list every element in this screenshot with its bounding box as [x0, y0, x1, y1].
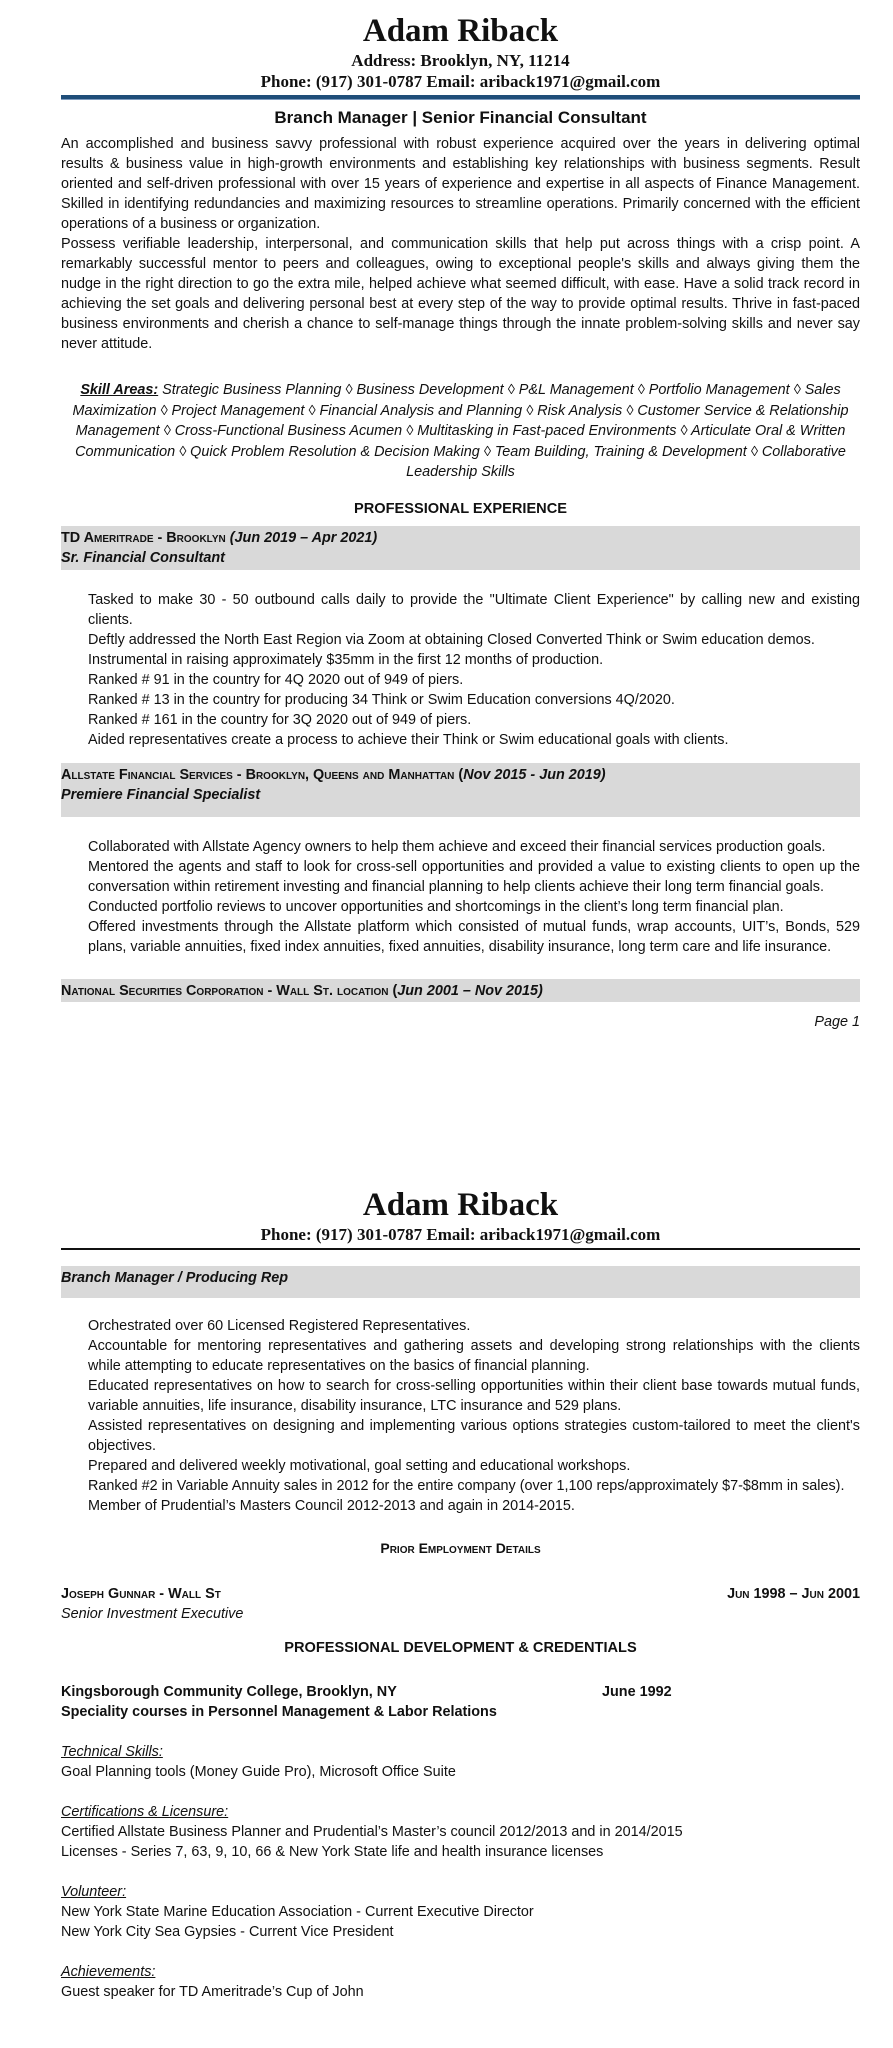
company-name: National Securities Corporation - Wall St. location [61, 982, 389, 999]
skill-areas [65, 380, 856, 483]
list-item: Collaborated with Allstate Agency owners to help them achieve and exceed their financial services production goals. [88, 838, 826, 855]
list-item: Member of Prudential’s Masters Council 2012-2013 and again in 2014-2015. [88, 1498, 575, 1514]
list-item: Orchestrated over 60 Licensed Registered Representatives. [88, 1318, 471, 1334]
job-header-national-securities [61, 979, 860, 1002]
list-item: Tasked to make 30 - 50 outbound calls daily to provide the "Ultimate Client Experience" by calling new and existing clients. [88, 591, 860, 628]
education-detail: Speciality courses in Personnel Management & Labor Relations [61, 1704, 497, 1720]
list-item: Mentored the agents and staff to look for cross-sell opportunities and provided a value to existing clients to open up the conversation within retirement investing and financial planning to help clients achieve their long term financial goals. [88, 858, 860, 895]
header-divider [61, 95, 860, 100]
job-dates: Jun 2001 – Nov 2015) [397, 982, 543, 999]
job-bullets-allstate [88, 837, 860, 957]
achievement-line: Guest speaker for TD Ameritrade’s Cup of John [61, 1984, 364, 2000]
technical-skills-line: Goal Planning tools (Money Guide Pro), Microsoft Office Suite [61, 1764, 456, 1780]
contact-info: Phone: (917) 301-0787 Email: ariback1971@gmail.com [260, 72, 661, 91]
certification-line: Certified Allstate Business Planner and Prudential’s Master’s council 2012/2013 and in 2014/2015 [61, 1824, 683, 1840]
job-title: Branch Manager / Producing Rep [61, 1270, 289, 1286]
job-title: Premiere Financial Specialist [61, 786, 261, 803]
list-item: Assisted representatives on designing and implementing various options strategies custom-tailored to meet the client's objectives. [88, 1418, 860, 1454]
company-name: Joseph Gunnar - Wall St [61, 1586, 221, 1602]
credentials-section-title: PROFESSIONAL DEVELOPMENT & CREDENTIALS [284, 1640, 637, 1656]
skill-areas-label: Skill Areas: [80, 382, 159, 398]
job-bullets-td-ameritrade [88, 590, 860, 750]
job-dates: Jun 1998 – Jun 2001 [727, 1586, 860, 1602]
list-item: Ranked #2 in Variable Annuity sales in 2012 for the entire company (over 1,100 reps/approximately $7-$8mm in sales). [88, 1478, 845, 1494]
candidate-name: Adam Riback [362, 1187, 559, 1223]
certification-line: Licenses - Series 7, 63, 9, 10, 66 & New York State life and health insurance licenses [61, 1844, 604, 1860]
achievements-label: Achievements: [61, 1964, 156, 1980]
resume-page-1 [61, 12, 860, 1030]
list-item: Offered investments through the Allstate platform which consisted of mutual funds, wrap accounts, UIT’s, Bonds, 529 plans, variable annuities, fixed index annuities, fixed annuities, disability insurance, long term care and life insurance. [88, 918, 860, 955]
list-item: Prepared and delivered weekly motivational, goal setting and educational workshops. [88, 1458, 631, 1474]
job-dates: Nov 2015 - Jun 2019) [463, 766, 606, 783]
job-title: Sr. Financial Consultant [61, 549, 225, 566]
list-item: Conducted portfolio reviews to uncover opportunities and shortcomings in the client’s long term financial plan. [88, 898, 784, 915]
job-bullets-branch-manager [88, 1316, 860, 1516]
technical-skills-label: Technical Skills: [61, 1744, 163, 1760]
company-name: TD Ameritrade - Brooklyn [61, 529, 226, 546]
list-item: Instrumental in raising approximately $35mm in the first 12 months of production. [88, 651, 604, 668]
volunteer-line: New York City Sea Gypsies - Current Vice President [61, 1924, 394, 1940]
job-title: Senior Investment Executive [61, 1606, 244, 1622]
list-item: Deftly addressed the North East Region via Zoom at obtaining Closed Converted Think or Swim education demos. [88, 631, 815, 648]
company-name: Allstate Financial Services - Brooklyn, Queens and Manhattan [61, 766, 455, 783]
prior-employment-title: Prior Employment Details [380, 1540, 541, 1556]
job-header-td-ameritrade [61, 526, 860, 570]
paren: ( [454, 766, 464, 783]
headline: Branch Manager | Senior Financial Consultant [274, 108, 647, 127]
paren: ( [388, 982, 398, 999]
experience-section-title: PROFESSIONAL EXPERIENCE [353, 500, 567, 517]
list-item: Ranked # 161 in the country for 3Q 2020 out of 949 of piers. [88, 711, 472, 728]
list-item: Accountable for mentoring representatives and gathering assets and developing strong relationships with the clients while attempting to educate representatives on the basics of financial planning. [88, 1338, 860, 1374]
job-dates: (Jun 2019 – Apr 2021) [229, 529, 378, 546]
school-name: Kingsborough Community College, Brooklyn, NY [61, 1684, 397, 1700]
job-header-allstate [61, 763, 860, 817]
skill-areas-list: Strategic Business Planning ◊ Business Development ◊ P&L Management ◊ Portfolio Management ◊ Sales Maximization ◊ Project Management ◊ Financial Analysis and Planning ◊ Risk Analysis ◊ Customer Service & Relationship Management ◊ Cross-Functional Business Acumen ◊ Multitasking in Fast-paced Environments ◊ Articulate Oral & Written Communication ◊ Quick Problem Resolution & Decision Making ◊ Team Building, Training & Development ◊ Collaborative Leadership Skills [72, 382, 849, 480]
address: Address: Brooklyn, NY, 11214 [351, 51, 570, 70]
candidate-name: Adam Riback [362, 13, 559, 49]
list-item: Aided representatives create a process to achieve their Think or Swim educational goals with clients. [88, 731, 729, 748]
page-number: Page 1 [814, 1013, 860, 1030]
prior-job-row [61, 1584, 860, 1604]
volunteer-label: Volunteer: [61, 1884, 127, 1900]
volunteer-line: New York State Marine Education Association - Current Executive Director [61, 1904, 534, 1920]
education-date: June 1992 [602, 1684, 672, 1700]
job-header-branch-manager [61, 1266, 860, 1298]
summary-paragraph-2: Possess verifiable leadership, interpersonal, and communication skills that help put across things with a crisp point. A remarkably successful mentor to peers and colleagues, owing to exceptional people's skills and always giving them the nudge in the right direction to go the extra mile, helped achieve what seemed difficult, with ease. Have a solid track record in achieving the set goals and delivering personal best at every step of the way to provide optimal results. Thrive in fast-paced business environments and cherish a chance to self-manage things through the innate problem-solving skills and never say never attitude. [61, 236, 860, 352]
list-item: Ranked # 91 in the country for 4Q 2020 out of 949 of piers. [88, 671, 464, 688]
header-divider [61, 1248, 860, 1250]
list-item: Ranked # 13 in the country for producing 34 Think or Swim Education conversions 4Q/2020. [88, 691, 675, 708]
certifications-label: Certifications & Licensure: [61, 1804, 229, 1820]
list-item: Educated representatives on how to search for cross-selling opportunities within their client base towards mutual funds, variable annuities, life insurance, disability insurance, LTC insurance and 529 plans. [88, 1378, 860, 1414]
contact-info: Phone: (917) 301-0787 Email: ariback1971@gmail.com [260, 1225, 661, 1244]
summary-paragraph-1: An accomplished and business savvy professional with robust experience acquired over the years in delivering optimal results & business value in high-growth environments and establishing key relationships with business segments. Result oriented and self-driven professional with over 15 years of experience and expertise in all aspects of Finance Management. Skilled in identifying redundancies and maximizing resources to streamline operations. Primarily concerned with the efficient operations of a business or organization. [61, 136, 860, 232]
education-row [61, 1682, 860, 1702]
resume-page-2 [61, 1186, 860, 2002]
